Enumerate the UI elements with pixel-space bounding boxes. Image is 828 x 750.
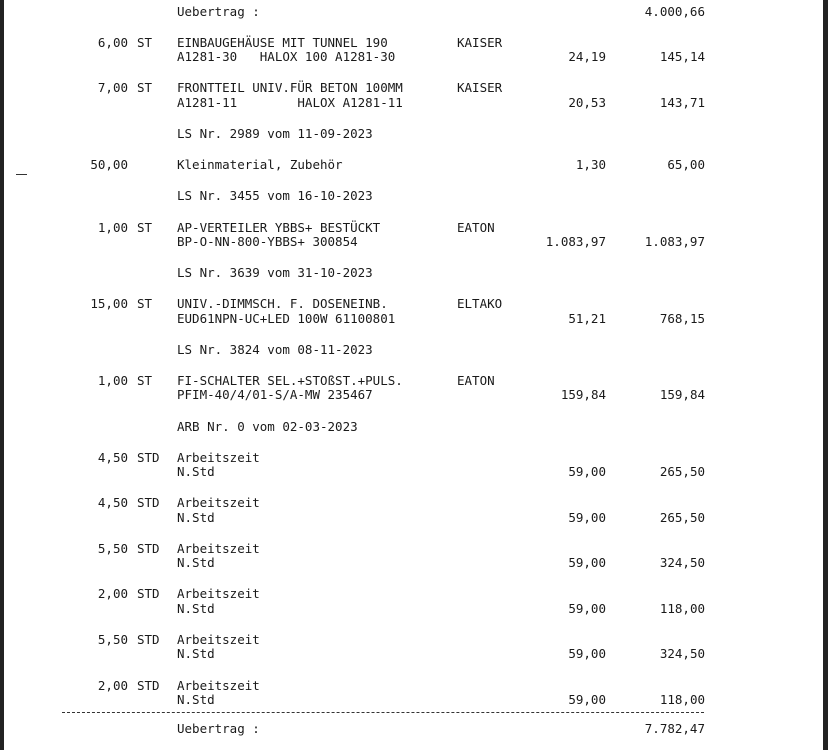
- item-unit: ST: [137, 220, 153, 235]
- item-rate-type: N.Std: [177, 555, 215, 570]
- delivery-note-heading: LS Nr. 3824 vom 08-11-2023: [177, 342, 373, 357]
- item-line-total: 324,50: [659, 646, 705, 661]
- item-description: Arbeitszeit: [177, 495, 260, 510]
- item-qty: 5,50: [97, 541, 128, 556]
- item-article-number: BP-O-NN-800-YBBS+ 300854: [177, 234, 358, 249]
- delivery-note-heading: LS Nr. 3639 vom 31-10-2023: [177, 265, 373, 280]
- item-description: Arbeitszeit: [177, 632, 260, 647]
- item-brand: EATON: [457, 373, 495, 388]
- item-unit: ST: [137, 296, 153, 311]
- item-description: EINBAUGEHÄUSE MIT TUNNEL 190: [177, 35, 388, 50]
- item-unit: STD: [137, 632, 160, 647]
- item-unit: ST: [137, 35, 153, 50]
- item-qty: 4,50: [97, 495, 128, 510]
- item-line-total: 265,50: [659, 464, 705, 479]
- item-article-number: A1281-30 HALOX 100 A1281-30: [177, 49, 396, 64]
- item-line-total: 118,00: [659, 692, 705, 707]
- item-line-total: 324,50: [659, 555, 705, 570]
- item-brand: EATON: [457, 220, 495, 235]
- item-unit: STD: [137, 678, 160, 693]
- item-article-number: EUD61NPN-UC+LED 100W 61100801: [177, 311, 396, 326]
- item-qty: 1,00: [97, 220, 128, 235]
- item-description: FRONTTEIL UNIV.FÜR BETON 100MM: [177, 80, 403, 95]
- item-rate-type: N.Std: [177, 601, 215, 616]
- item-description: Arbeitszeit: [177, 450, 260, 465]
- item-unit-price: 59,00: [568, 555, 606, 570]
- item-description: UNIV.-DIMMSCH. F. DOSENEINB.: [177, 296, 388, 311]
- item-description: Kleinmaterial, Zubehör: [177, 157, 343, 172]
- item-qty: 7,00: [97, 80, 128, 95]
- item-line-total: 118,00: [659, 601, 705, 616]
- item-unit-price: 51,21: [568, 311, 606, 326]
- item-qty: 5,50: [97, 632, 128, 647]
- item-unit: ST: [137, 373, 153, 388]
- carryover-amount-top: 4.000,66: [644, 4, 705, 19]
- item-description: Arbeitszeit: [177, 541, 260, 556]
- item-brand: KAISER: [457, 35, 503, 50]
- item-qty: 15,00: [90, 296, 128, 311]
- item-rate-type: N.Std: [177, 692, 215, 707]
- item-unit-price: 1.083,97: [545, 234, 606, 249]
- item-qty: 6,00: [97, 35, 128, 50]
- item-qty: 1,00: [97, 373, 128, 388]
- item-description: Arbeitszeit: [177, 678, 260, 693]
- delivery-note-heading: LS Nr. 2989 vom 11-09-2023: [177, 126, 373, 141]
- item-line-total: 1.083,97: [644, 234, 705, 249]
- item-unit-price: 59,00: [568, 464, 606, 479]
- delivery-note-heading: LS Nr. 3455 vom 16-10-2023: [177, 188, 373, 203]
- item-unit: ST: [137, 80, 153, 95]
- page-edge-left: [0, 0, 4, 750]
- item-article-number: A1281-11 HALOX A1281-11: [177, 95, 403, 110]
- item-line-total: 159,84: [659, 387, 705, 402]
- item-brand: ELTAKO: [457, 296, 503, 311]
- item-rate-type: N.Std: [177, 646, 215, 661]
- page-edge-right: [823, 0, 828, 750]
- item-qty: 2,00: [97, 678, 128, 693]
- margin-mark: [16, 174, 27, 175]
- item-unit: STD: [137, 586, 160, 601]
- item-description: Arbeitszeit: [177, 586, 260, 601]
- carryover-label-bottom: Uebertrag :: [177, 721, 260, 736]
- item-unit-price: 1,30: [575, 157, 606, 172]
- item-rate-type: N.Std: [177, 464, 215, 479]
- item-unit-price: 20,53: [568, 95, 606, 110]
- carryover-amount-bottom: 7.782,47: [644, 721, 705, 736]
- item-unit: STD: [137, 541, 160, 556]
- item-line-total: 265,50: [659, 510, 705, 525]
- dashed-separator: [62, 712, 704, 713]
- item-description: AP-VERTEILER YBBS+ BESTÜCKT: [177, 220, 381, 235]
- item-unit: STD: [137, 450, 160, 465]
- item-unit-price: 59,00: [568, 510, 606, 525]
- item-line-total: 768,15: [659, 311, 705, 326]
- item-unit-price: 159,84: [560, 387, 606, 402]
- item-unit-price: 24,19: [568, 49, 606, 64]
- item-qty: 2,00: [97, 586, 128, 601]
- item-description: FI-SCHALTER SEL.+STOßST.+PULS.: [177, 373, 403, 388]
- item-line-total: 65,00: [667, 157, 705, 172]
- item-article-number: PFIM-40/4/01-S/A-MW 235467: [177, 387, 373, 402]
- item-brand: KAISER: [457, 80, 503, 95]
- carryover-label-top: Uebertrag :: [177, 4, 260, 19]
- item-rate-type: N.Std: [177, 510, 215, 525]
- item-line-total: 143,71: [659, 95, 705, 110]
- item-qty: 50,00: [90, 157, 128, 172]
- work-report-heading: ARB Nr. 0 vom 02-03-2023: [177, 419, 358, 434]
- item-unit-price: 59,00: [568, 601, 606, 616]
- item-unit-price: 59,00: [568, 692, 606, 707]
- item-qty: 4,50: [97, 450, 128, 465]
- item-unit: STD: [137, 495, 160, 510]
- item-line-total: 145,14: [659, 49, 705, 64]
- item-unit-price: 59,00: [568, 646, 606, 661]
